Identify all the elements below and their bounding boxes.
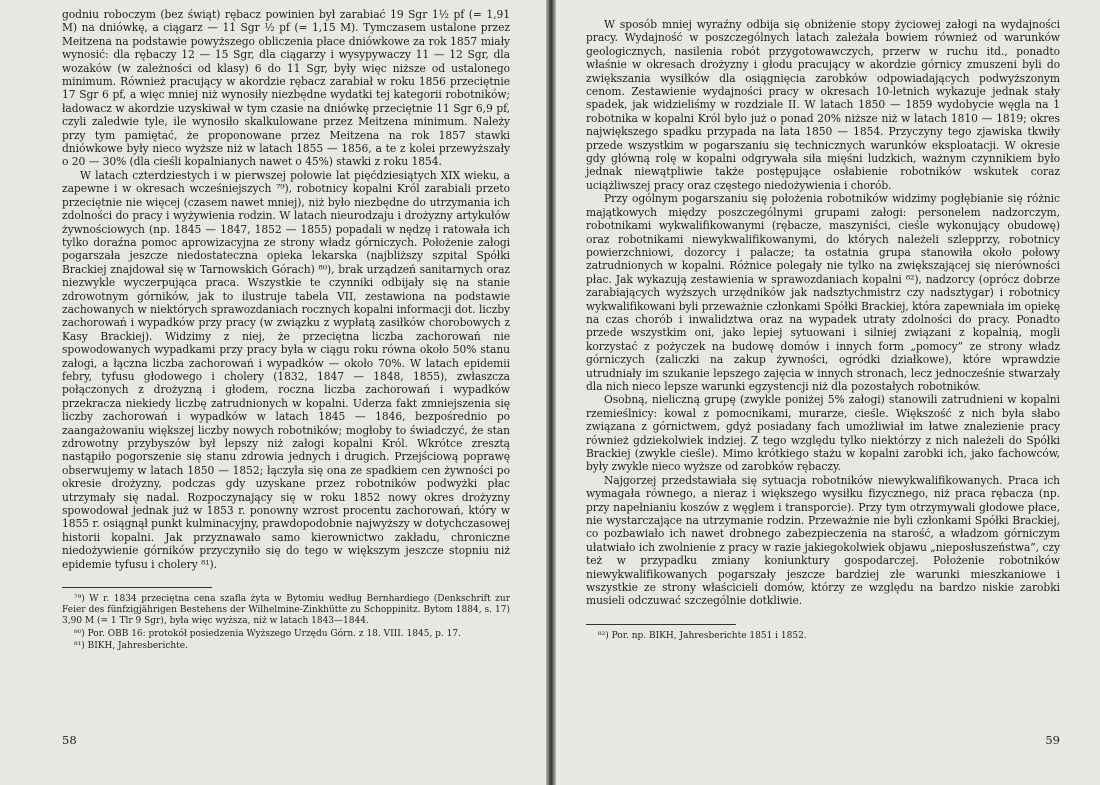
footnote: ⁸⁰) Por. OBB 16: protokół posiedzenia Wyższego Urzędu Górn. z 18. VIII. 1845, p. 17.	[74, 628, 461, 639]
left-page	[0, 0, 546, 785]
page-number: 59	[1045, 733, 1060, 747]
paragraph: W latach czterdziestych i w pierwszej połowie lat pięćdziesiątych XIX wieku, a zapewne i w okresach wcześniejszych ⁷⁹), robotnicy kopalni Król zarabiali przeto przeciętnie nie więcej (czasem nawet mniej), niż było niezbędne do utrzymania ich zdolności do pracy i wyżywienia rodzin. W latach nieurodzaju i drożyzny artykułów żywnościowych (np. 1845 — 1847, 1852 — 1855) popadali w nędzę i ratowała ich tylko doraźna pomoc aprowizacyjna ze strony władz górniczych. Położenie załogi pogarszała jeszcze niedostateczna opieka lekarska (najbliższy szpital Spółki Brackiej znajdował się w Tarnowskich Górach) ⁸⁰), brak urządzeń sanitarnych oraz niezwykle wyczerpująca praca. Wszystkie te czynniki odbijały się na stanie zdrowotnym górników, jak to ilustruje tabela VII, zestawiona na podstawie zachowanych w niektórych sprawozdaniach rocznych kopalni informacji dot. liczby zachorowań i wypadków przy pracy (w związku z wypłatą zasiłków chorobowych z Kasy Brackiej). Widzimy z niej, że przeciętna liczba zachorowań nie spowodowanych wypadkami przy pracy była w ciągu roku równa około 50% stanu załogi, a łączna liczba zachorowań i wypadków — około 70%. W latach epidemii febry, tyfusu głodowego i cholery (1832, 1847 — 1848, 1855), zwłaszcza połączonych z drożyzną i głodem, roczna liczba zachorowań i wypadków przekracza niekiedy liczbę zatrudnionych w kopalni. Uderza fakt zmniejszenia się liczby zachorowań i wypadków w latach 1845 — 1846, bezpośrednio po zaangażowaniu większej liczby nowych robotników; mogłoby to świadczyć, że stan zdrowotny przybyszów był lepszy niż załogi kopalni Król. Wkrótce zresztą nastąpiło pogorszenie się stanu zdrowia jednych i drugich. Przejściową poprawę obserwujemy w latach 1850 — 1852; łączyła się ona ze spadkiem cen żywności po okresie drożyzny, podczas gdy uzyskane przez robotników podwyżki płac utrzymały się nadal. Rozpoczynający się w roku 1852 nowy okres drożyzny spowodował jednak już w 1853 r. ponowny wzrost procentu zachorowań, który w 1855 r. osiągnął punkt kulminacyjny, prawdopodobnie najwyższy w dotychczasowej historii kopalni. Jak przyznawało samo kierownictwo zakładu, chroniczne niedożywienie górników przyczyniło się do tego w większym jeszcze stopniu niż epidemie tyfusu i cholery ⁸¹).	[62, 168, 510, 571]
footnote-rule	[62, 587, 212, 588]
footnote-rule	[586, 624, 736, 625]
right-footnotes	[586, 631, 1060, 642]
footnote: ⁸²) Por. np. BIKH, Jahresberichte 1851 i 1852.	[598, 630, 807, 641]
right-page-body	[586, 18, 1060, 608]
paragraph: godniu roboczym (bez świąt) rębacz powinien był zarabiać 19 Sgr 1½ pf (= 1,91 M) na dniówkę, a ciągarz — 11 Sgr ½ pf (= 1,15 M). Tymczasem ustalone przez Meitzena na podstawie powyższego obliczenia płace dniówkowe za rok 1857 miały wynosić: dla rębaczy 12 — 15 Sgr, dla ciągarzy i wysypywaczy 11 — 12 Sgr, dla wozaków (w zależności od klasy) 6 do 11 Sgr, były więc niższe od ustalonego minimum. Również pracujący w akordzie rębacz zarabiał w roku 1856 przeciętnie 17 Sgr 6 pf, a więc mniej niż wynosiły niezbędne wydatki tej kategorii robotników; ładowacz w akordzie uzyskiwał w tym czasie na dniówkę przeciętnie 11 Sgr 6,9 pf, czyli zaledwie tyle, ile wynosiło skalkulowane przez Meitzena minimum. Należy przy tym pamiętać, że proponowane przez Meitzena na rok 1857 stawki dniówkowe były nieco wyższe niż w latach 1855 — 1856, a te z kolei przewyższały o 20 — 30% (dla cieśli kopalnianych nawet o 45%) stawki z roku 1854.	[62, 8, 510, 169]
page-number: 58	[62, 733, 77, 747]
paragraph: W sposób mniej wyraźny odbija się obniżenie stopy życiowej załogi na wydajności pracy. Wydajność w poszczególnych latach zależała bowiem również od warunków geologicznych, nasilenia robót przygotowawczych, przerw w ruchu itd., ponadto właśnie w okresach drożyzny i głodu pracujący w akordzie górnicy zmuszeni byli do zwiększania wysiłków dla osiągnięcia zarobków odpowiadających podwyższonym cenom. Zestawienie wydajności pracy w okresach 10-letnich wykazuje jednak stały spadek, jak widzieliśmy w rozdziale II. W latach 1850 — 1859 wydobycie węgla na 1 robotnika w kopalni Król było już o ponad 20% niższe niż w latach 1810 — 1819; okres największego spadku przypada na lata 1850 — 1854. Przyczyny tego zjawiska tkwiły przede wszystkim w pogarszaniu się technicznych warunków eksploatacji. W okresie gdy główną rolę w kopalni odgrywała siła mięśni ludzkich, ważnym czynnikiem było jednak niewątpliwie także postępujące osłabienie robotników wskutek coraz uciążliwszej pracy oraz częstego niedożywienia i chorób.	[586, 18, 1060, 192]
right-page	[556, 0, 1100, 785]
left-page-body	[62, 8, 510, 571]
book-gutter	[546, 0, 556, 785]
paragraph: Przy ogólnym pogarszaniu się położenia robotników widzimy pogłębianie się różnic majątkowych między poszczególnymi grupami załogi: personelem nadzorczym, robotnikami wykwalifikowanymi (rębacze, maszyniści, cieśle wykonujący obudowę) oraz robotnikami niewykwalifikowanymi, do których należeli szlepprzy, robotnicy powierzchniowi, dozorcy i palacze; ta ostatnia grupa stanowiła około połowy zatrudnionych w kopalni. Różnice polegały nie tylko na zwiększającej się nierówności płac. Jak wykazują zestawienia w sprawozdaniach kopalni ⁸²), nadzorcy (oprócz dobrze zarabiających wyższych urzędników jak nadsztychmistrz czy nadsztygar) i robotnicy wykwalifikowani byli przeważnie członkami Spółki Brackiej, która zapewniała im opiekę na czas chorób i inwalidztwa oraz na wypadek utraty zdolności do pracy. Ponadto przede wszystkim oni, jako lepiej sytuowani i silniej związani z kopalnią, mogli korzystać z pożyczek na budowę domów i innych form „pomocy” ze strony władz górniczych (zaliczki na zakup żywności, ogródki działkowe), które wprawdzie utrudniały im szukanie lepszego zajęcia w innych stronach, lecz jednocześnie stwarzały dla nich nieco lepsze warunki egzystencji niż dla pozostałych robotników.	[586, 192, 1060, 393]
footnote: ⁸¹) BIKH, Jahresberichte.	[74, 640, 188, 651]
footnote: ⁷⁹) W r. 1834 przeciętna cena szafla żyta w Bytomiu według Bernhardiego (Denkschrift zur Feier des fünfzigjährigen Bestehens der Wilhelmine-Zinkhütte zu Schoppinitz. Bytom 1884, s. 17) 3,90 M (= 1 Tlr 9 Sgr), była więc wyższa, niż w latach 1843—1844.	[62, 594, 510, 627]
left-footnotes	[62, 594, 510, 652]
paragraph: Najgorzej przedstawiała się sytuacja robotników niewykwalifikowanych. Praca ich wymagała równego, a nieraz i większego wysiłku fizycznego, niż praca rębacza (np. przy napełnianiu koszów z węglem i transporcie). Przy tym otrzymywali głodowe płace, nie wystarczające na utrzymanie rodzin. Przeważnie nie byli członkami Spółki Brackiej, co pozbawiało ich nawet drobnego zabezpieczenia na starość, a władzom górniczym ułatwiało ich zwolnienie z pracy w razie jakiegokolwiek objawu „nieposłuszeństwa”, czy też w przypadku zmiany koniunktury gospodarczej. Położenie robotników niewykwalifikowanych pogarszały jeszcze bardziej złe warunki mieszkaniowe i wszystkie ze strony właścicieli domów, którzy ze względu na bardzo niskie zarobki musieli odczuwać szczególnie dotkliwie.	[586, 473, 1060, 608]
paragraph: Osobną, nieliczną grupę (zwykle poniżej 5% załogi) stanowili zatrudnieni w kopalni rzemieślnicy: kowal z pomocnikami, murarze, cieśle. Większość z nich była słabo związana z górnictwem, gdyż posiadany fach umożliwiał im łatwe znalezienie pracy również gdziekolwiek indziej. Z tego względu tylko niektórzy z nich należeli do Spółki Brackiej (zwykle cieśle). Mimo krótkiego stażu w kopalni zarobki ich, jako fachowców, były zwykle nieco wyższe od zarobków rębaczy.	[586, 393, 1060, 474]
